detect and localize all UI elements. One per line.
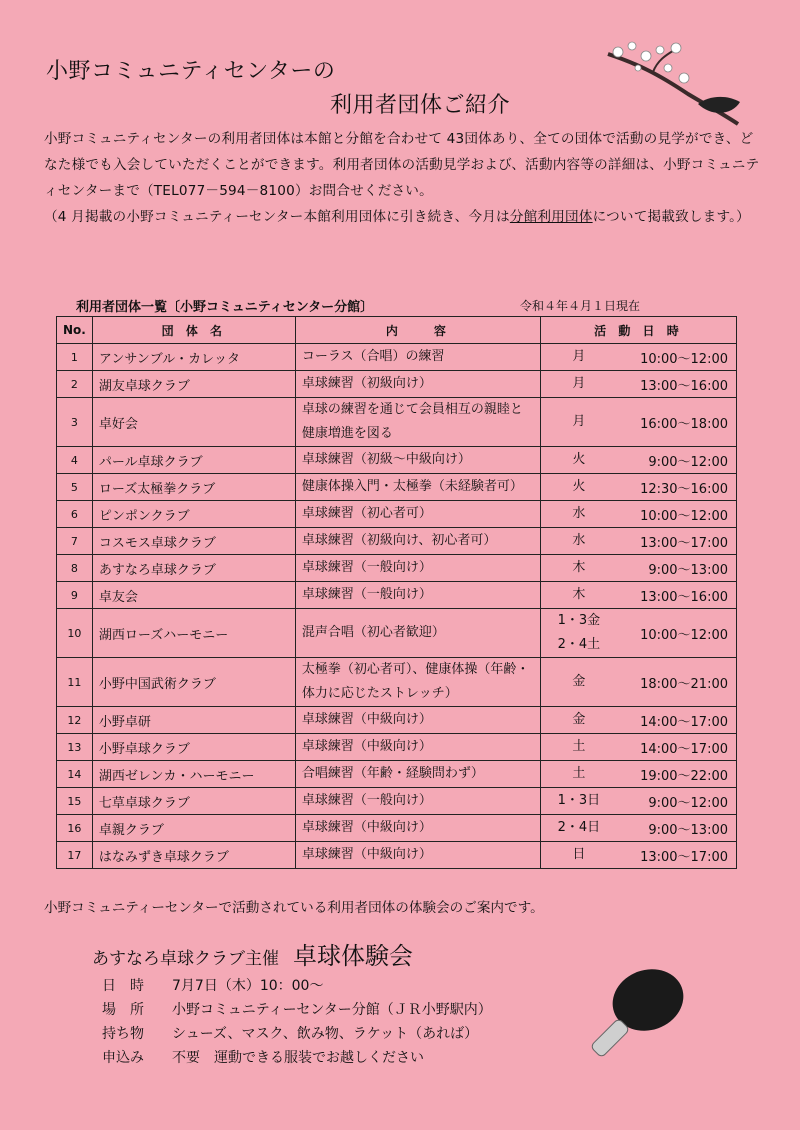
detail-row bbox=[102, 974, 492, 998]
group-name: 卓好会 bbox=[92, 398, 295, 447]
table-row bbox=[57, 815, 737, 842]
table-row bbox=[57, 658, 737, 707]
row-number: 16 bbox=[57, 815, 93, 842]
header-name: 団 体 名 bbox=[92, 317, 295, 344]
table-row bbox=[57, 474, 737, 501]
activity-day: 月 bbox=[540, 371, 617, 398]
activity-time: 9:00～13:00 bbox=[617, 555, 737, 582]
detail-row bbox=[102, 1022, 492, 1046]
activity-time: 19:00～22:00 bbox=[617, 761, 737, 788]
group-name: 湖友卓球クラブ bbox=[92, 371, 295, 398]
header-no: No. bbox=[57, 317, 93, 344]
activity-content: 卓球練習（一般向け） bbox=[295, 788, 540, 815]
activity-time: 10:00～12:00 bbox=[617, 609, 737, 658]
activity-content: 卓球練習（初級～中級向け） bbox=[295, 447, 540, 474]
activity-content: 卓球練習（初心者可） bbox=[295, 501, 540, 528]
activity-day: 土 bbox=[540, 761, 617, 788]
activity-time: 13:00～16:00 bbox=[617, 371, 737, 398]
activity-day: 火 bbox=[540, 474, 617, 501]
group-name: 湖西ゼレンカ・ハーモニー bbox=[92, 761, 295, 788]
table-row bbox=[57, 788, 737, 815]
row-number: 3 bbox=[57, 398, 93, 447]
detail-value: シューズ、マスク、飲み物、ラケット（あれば） bbox=[172, 1026, 479, 1042]
detail-key: 申込み bbox=[102, 1050, 144, 1066]
intro-note bbox=[44, 204, 760, 230]
row-number: 11 bbox=[57, 658, 93, 707]
group-name: ローズ太極拳クラブ bbox=[92, 474, 295, 501]
event-intro: 小野コミュニティーセンターで活動されている利用者団体の体験会のご案内です。 bbox=[44, 900, 544, 916]
activity-content: 太極拳（初心者可）、健康体操（年齢・体力に応じたストレッチ） bbox=[295, 658, 540, 707]
activity-time: 13:00～16:00 bbox=[617, 582, 737, 609]
activity-content: 卓球練習（中級向け） bbox=[295, 707, 540, 734]
activity-time: 10:00～12:00 bbox=[617, 344, 737, 371]
activity-content: 卓球練習（初級向け） bbox=[295, 371, 540, 398]
table-row bbox=[57, 447, 737, 474]
row-number: 7 bbox=[57, 528, 93, 555]
activity-day: 水 bbox=[540, 501, 617, 528]
event-heading bbox=[92, 936, 413, 971]
activity-time: 16:00～18:00 bbox=[617, 398, 737, 447]
page-subtitle: 利用者団体ご紹介 bbox=[330, 93, 511, 118]
activity-content: 卓球練習（一般向け） bbox=[295, 555, 540, 582]
group-table bbox=[56, 316, 737, 869]
table-row bbox=[57, 344, 737, 371]
row-number: 9 bbox=[57, 582, 93, 609]
group-name: 小野中国武術クラブ bbox=[92, 658, 295, 707]
ping-pong-paddle-icon bbox=[580, 960, 690, 1060]
row-number: 6 bbox=[57, 501, 93, 528]
detail-key: 日 時 bbox=[102, 978, 144, 994]
table-row bbox=[57, 555, 737, 582]
table-row bbox=[57, 707, 737, 734]
activity-content: 健康体操入門・太極拳（未経験者可） bbox=[295, 474, 540, 501]
activity-time: 9:00～12:00 bbox=[617, 788, 737, 815]
activity-day: 木 bbox=[540, 582, 617, 609]
activity-content: 卓球練習（初級向け、初心者可） bbox=[295, 528, 540, 555]
activity-day: 月 bbox=[540, 398, 617, 447]
event-title: 卓球体験会 bbox=[293, 942, 413, 970]
activity-day: 1・3日 bbox=[540, 788, 617, 815]
intro-text bbox=[44, 126, 760, 230]
activity-time: 10:00～12:00 bbox=[617, 501, 737, 528]
detail-value: 小野コミュニティーセンター分館（ＪＲ小野駅内） bbox=[172, 1002, 492, 1018]
activity-day: 日 bbox=[540, 842, 617, 869]
row-number: 4 bbox=[57, 447, 93, 474]
activity-day: 2・4日 bbox=[540, 815, 617, 842]
table-row bbox=[57, 761, 737, 788]
cherry-blossom-illustration bbox=[598, 34, 748, 130]
activity-day: 月 bbox=[540, 344, 617, 371]
table-row bbox=[57, 528, 737, 555]
group-name: あすなろ卓球クラブ bbox=[92, 555, 295, 582]
table-row bbox=[57, 371, 737, 398]
row-number: 14 bbox=[57, 761, 93, 788]
activity-day: 土 bbox=[540, 734, 617, 761]
group-name: ピンポンクラブ bbox=[92, 501, 295, 528]
activity-content: 卓球の練習を通じて会員相互の親睦と健康増進を図る bbox=[295, 398, 540, 447]
group-name: 卓友会 bbox=[92, 582, 295, 609]
group-name: はなみずき卓球クラブ bbox=[92, 842, 295, 869]
table-caption: 利用者団体一覧〔小野コミュニティセンター分館〕 bbox=[76, 300, 374, 315]
intro-paragraph: 小野コミュニティセンターの利用者団体は本館と分館を合わせて 43団体あり、全ての団体で活動の見学ができ、どなた様でも入会していただくことができます。利用者団体の活動見学および、活動内容等の詳細は、小野コミュニティセンターまで（TEL077－594－8100）お問合せください。 bbox=[44, 131, 760, 199]
table-row bbox=[57, 609, 737, 658]
activity-time: 18:00～21:00 bbox=[617, 658, 737, 707]
intro-note-underlined: 分館利用団体 bbox=[509, 209, 593, 225]
table-row bbox=[57, 582, 737, 609]
activity-content: 卓球練習（一般向け） bbox=[295, 582, 540, 609]
activity-day: 木 bbox=[540, 555, 617, 582]
activity-day: 水 bbox=[540, 528, 617, 555]
activity-day: 金 bbox=[540, 658, 617, 707]
activity-content: 卓球練習（中級向け） bbox=[295, 842, 540, 869]
table-row bbox=[57, 501, 737, 528]
group-name: 小野卓球クラブ bbox=[92, 734, 295, 761]
row-number: 13 bbox=[57, 734, 93, 761]
row-number: 1 bbox=[57, 344, 93, 371]
row-number: 12 bbox=[57, 707, 93, 734]
row-number: 10 bbox=[57, 609, 93, 658]
table-row bbox=[57, 398, 737, 447]
detail-row bbox=[102, 1046, 492, 1070]
row-number: 2 bbox=[57, 371, 93, 398]
activity-day: 金 bbox=[540, 707, 617, 734]
activity-time: 13:00～17:00 bbox=[617, 842, 737, 869]
row-number: 17 bbox=[57, 842, 93, 869]
detail-value: 7月7日（木）10：00～ bbox=[172, 978, 324, 994]
activity-time: 9:00～12:00 bbox=[617, 447, 737, 474]
detail-key: 場 所 bbox=[102, 1002, 144, 1018]
event-host: あすなろ卓球クラブ主催 bbox=[92, 949, 279, 969]
event-details bbox=[102, 974, 492, 1070]
activity-content: 合唱練習（年齢・経験問わず） bbox=[295, 761, 540, 788]
row-number: 15 bbox=[57, 788, 93, 815]
activity-time: 12:30～16:00 bbox=[617, 474, 737, 501]
intro-note-a: （4 月掲載の小野コミュニティーセンター本館利用団体に引き続き、今月は bbox=[44, 209, 510, 225]
table-as-of-date: 令和４年４月１日現在 bbox=[520, 299, 641, 313]
activity-content: 混声合唱（初心者歓迎） bbox=[295, 609, 540, 658]
group-name: 卓親クラブ bbox=[92, 815, 295, 842]
activity-time: 14:00～17:00 bbox=[617, 734, 737, 761]
detail-row bbox=[102, 998, 492, 1022]
group-name: 小野卓研 bbox=[92, 707, 295, 734]
activity-content: 卓球練習（中級向け） bbox=[295, 815, 540, 842]
group-name: パール卓球クラブ bbox=[92, 447, 295, 474]
row-number: 5 bbox=[57, 474, 93, 501]
activity-time: 13:00～17:00 bbox=[617, 528, 737, 555]
group-name: アンサンブル・カレッタ bbox=[92, 344, 295, 371]
table-row bbox=[57, 734, 737, 761]
intro-note-b: について掲載致します。） bbox=[592, 209, 750, 225]
row-number: 8 bbox=[57, 555, 93, 582]
group-name: 湖西ローズハーモニー bbox=[92, 609, 295, 658]
activity-day: 1・3金 2・4土 bbox=[540, 609, 617, 658]
header-content: 内 容 bbox=[295, 317, 540, 344]
activity-content: 卓球練習（中級向け） bbox=[295, 734, 540, 761]
activity-content: コーラス（合唱）の練習 bbox=[295, 344, 540, 371]
detail-key: 持ち物 bbox=[102, 1026, 144, 1042]
group-name: コスモス卓球クラブ bbox=[92, 528, 295, 555]
activity-time: 14:00～17:00 bbox=[617, 707, 737, 734]
header-schedule: 活 動 日 時 bbox=[540, 317, 736, 344]
table-row bbox=[57, 842, 737, 869]
detail-value: 不要 運動できる服装でお越しください bbox=[172, 1050, 424, 1066]
page-title: 小野コミュニティセンターの bbox=[46, 59, 336, 84]
activity-day: 火 bbox=[540, 447, 617, 474]
group-name: 七草卓球クラブ bbox=[92, 788, 295, 815]
activity-time: 9:00～13:00 bbox=[617, 815, 737, 842]
